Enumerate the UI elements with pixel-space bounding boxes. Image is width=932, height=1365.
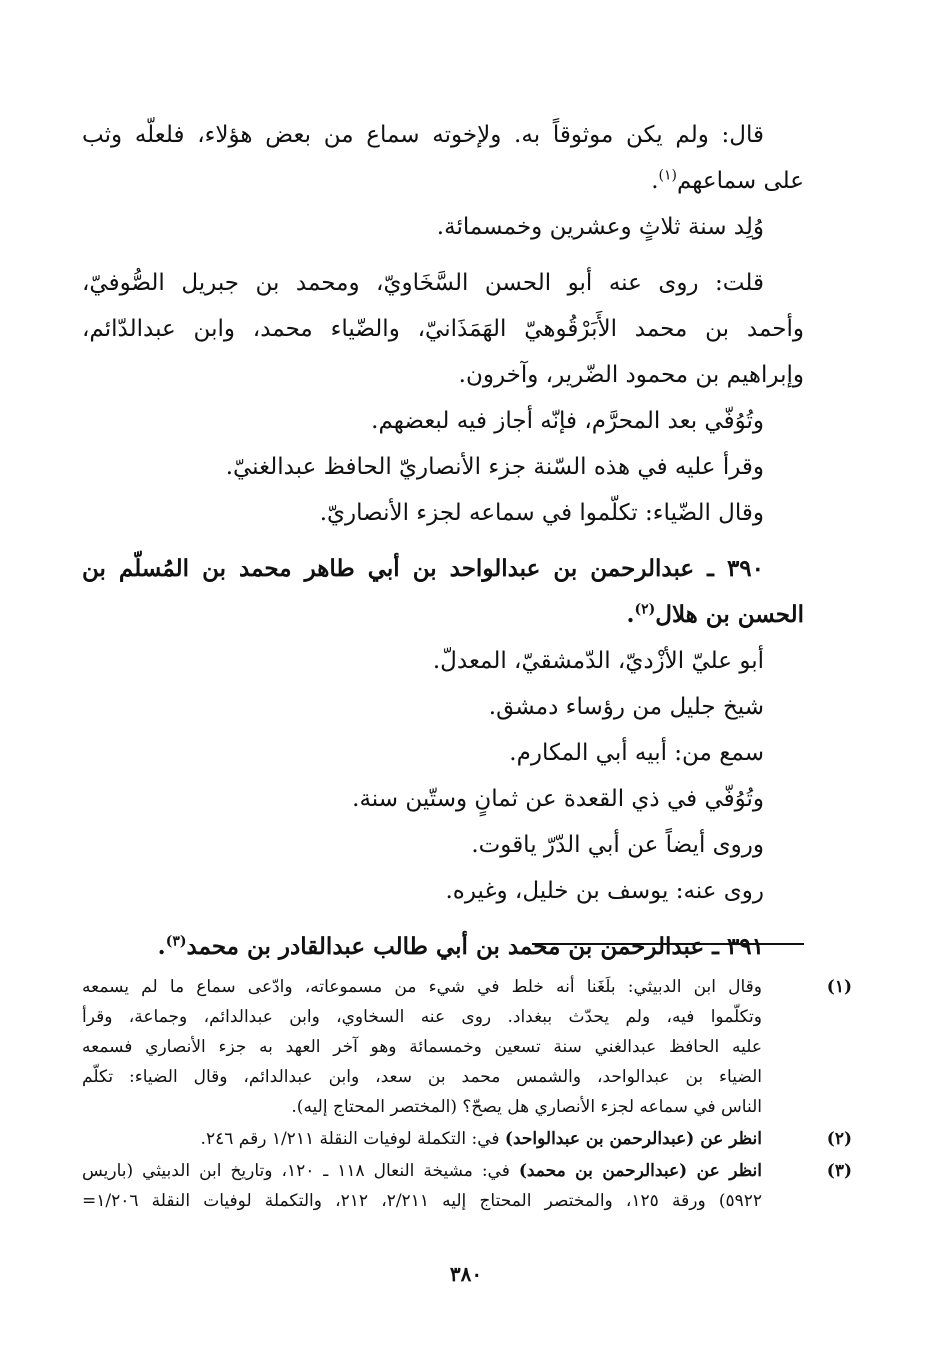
- footnote-number: (١): [826, 977, 852, 997]
- footnote-ref[interactable]: (٢): [634, 601, 656, 618]
- entry-390: [82, 546, 804, 914]
- text-run: .: [651, 168, 659, 194]
- footnote-line: ٥٩٢٢) ورقة ١٢٥، والمختصر المحتاج إليه ٢/٢١١، ٢١٢، والتكملة لوفيات النقلة ١/٢٠٦=: [82, 1191, 762, 1211]
- footnote-line: وتكلّموا فيه، ولم يحدّث ببغداد. روى عنه السخاوي، وابن عبدالدائم، وجماعة، وقرأ: [82, 1007, 762, 1027]
- text-line: شيخ جليل من رؤساء دمشق.: [488, 694, 764, 720]
- text-line: [82, 158, 804, 204]
- entry-heading: ٣٩٠ ـ عبدالرحمن بن عبدالواحد بن أبي طاهر محمد بن المُسلّم بن: [82, 555, 764, 582]
- text-line: وروى أيضاً عن أبي الدّرّ ياقوت.: [471, 832, 764, 858]
- main-text: [82, 112, 804, 970]
- footnote-lead: انظر عن (عبدالرحمن بن عبدالواحد): [504, 1129, 762, 1149]
- text-line: روى عنه: يوسف بن خليل، وغيره.: [445, 878, 764, 904]
- entry-391: [82, 924, 804, 970]
- footnote-line: [82, 1156, 762, 1186]
- footnote-text: في: مشيخة النعال ١١٨ ـ ١٢٠، وتاريخ ابن الدبيثي (باريس: [82, 1161, 519, 1181]
- footnote-number: (٢): [826, 1129, 852, 1149]
- text-line: سمع من: أبيه أبي المكارم.: [509, 740, 764, 766]
- footnote-line: الضياء بن عبدالواحد، والشمس محمد بن سعد، وابن عبدالدائم، وقال الضياء: تكلّم: [82, 1067, 762, 1087]
- text-line: وإبراهيم بن محمود الضّرير، وآخرون.: [458, 362, 804, 388]
- footnote-2: [82, 1124, 852, 1154]
- footnote-lead: انظر عن (عبدالرحمن بن محمد): [518, 1161, 762, 1181]
- footnote-ref[interactable]: (١): [658, 167, 677, 184]
- text-line: وقرأ عليه في هذه السّنة جزء الأنصاريّ الحافظ عبدالغنيّ.: [225, 454, 764, 480]
- text-line: قال: ولم يكن موثوقاً به. ولإخوته سماع من بعض هؤلاء، فلعلّه وثب: [82, 122, 764, 148]
- text-run: على سماعهم: [676, 168, 804, 194]
- text-line: أبو عليّ الأزْديّ، الدّمشقيّ، المعدلّ.: [432, 648, 764, 674]
- text-run: .: [626, 601, 635, 628]
- footnotes: [82, 972, 852, 1218]
- footnote-3: [82, 1156, 852, 1216]
- paragraph-1: [82, 112, 804, 250]
- footnote-line: الناس في سماعه لجزء الأنصاري هل يصحّ؟ (المختصر المحتاج إليه).: [291, 1097, 762, 1117]
- text-line: وتُوُفّي بعد المحرَّم، فإنّه أجاز فيه لبعضهم.: [371, 408, 764, 434]
- footnote-line: [82, 1124, 762, 1154]
- page-number: ٣٨٠: [449, 1262, 483, 1286]
- footnote-number: (٣): [826, 1161, 852, 1181]
- footnote-line: عليه الحافظ عبدالغني سنة تسعين وخمسمائة وهو آخر العهد به جزء الأنصاري فسمعه: [82, 1037, 762, 1057]
- footnote-separator: [532, 943, 804, 945]
- footnote-ref[interactable]: (٣): [165, 933, 187, 950]
- footnote-1: [82, 972, 852, 1122]
- text-run: .: [157, 933, 166, 960]
- footnote-line: وقال ابن الدبيثي: بلَغَنا أنه خلط في شيء من مسموعاته، وادّعى سماع ما لم يسمعه: [82, 977, 762, 997]
- paragraph-2: [82, 260, 804, 536]
- entry-heading: [82, 924, 804, 970]
- text-line: قلت: روى عنه أبو الحسن السَّخَاويّ، ومحمد بن جبريل الصُّوفيّ،: [82, 270, 764, 296]
- text-line: وأحمد بن محمد الأَبَرْقُوهيّ الهَمَذَانيّ، والضّياء محمد، وابن عبدالدّائم،: [82, 316, 804, 342]
- text-line: وقال الضّياء: تكلّموا في سماعه لجزء الأنصاريّ.: [319, 500, 764, 526]
- text-line: وتُوُفّي في ذي القعدة عن ثمانٍ وستّين سنة.: [352, 786, 764, 812]
- text-line: وُلِد سنة ثلاثٍ وعشرين وخمسمائة.: [436, 214, 764, 240]
- footnote-text: في: التكملة لوفيات النقلة ١/٢١١ رقم ٢٤٦.: [200, 1129, 505, 1149]
- entry-heading: [82, 592, 804, 638]
- text-run: ٣٩١ ـ عبدالرحمن بن محمد بن أبي طالب عبدالقادر بن محمد: [186, 933, 764, 960]
- text-run: الحسن بن هلال: [655, 601, 804, 628]
